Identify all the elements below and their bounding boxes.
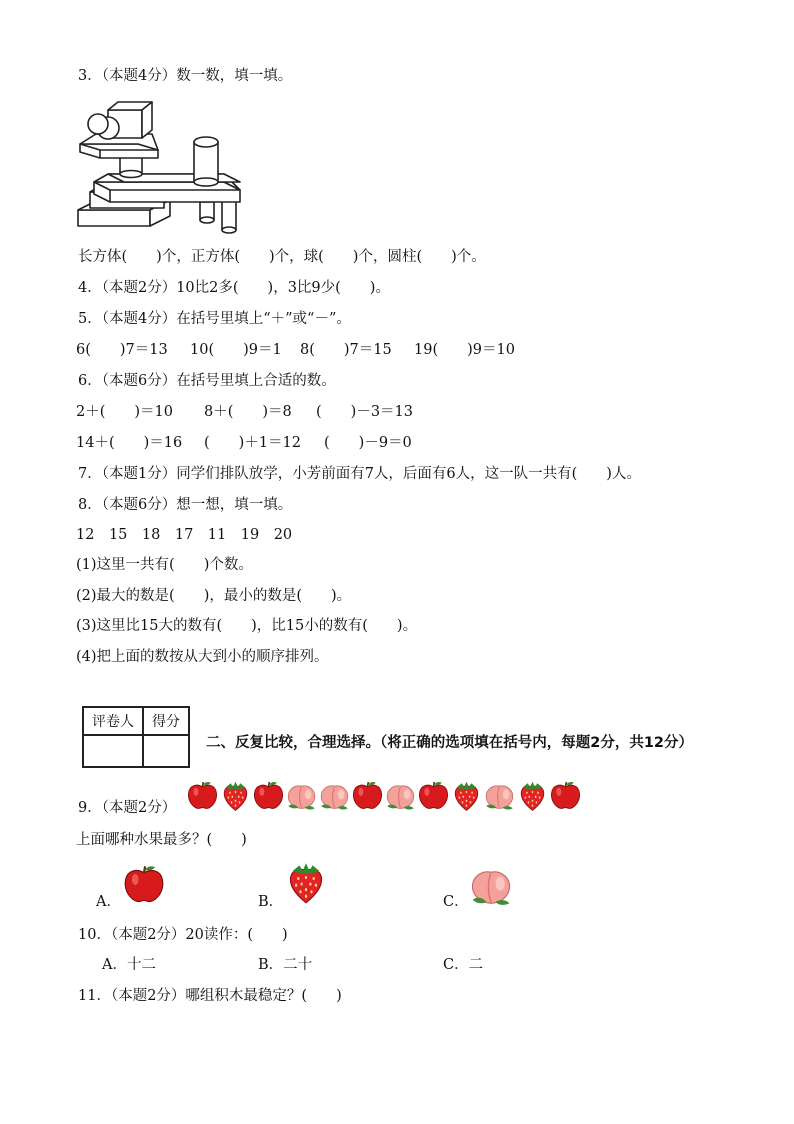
apple-icon [549, 780, 582, 812]
q5-item: 19( )9＝10 [414, 342, 515, 358]
q8-sub3: (3)这里比15大的数有( )，比15小的数有( )。 [76, 618, 418, 634]
q9-title: 9．（本题2分） [78, 800, 177, 816]
q7-title: 7．（本题1分）同学们排队放学，小芳前面有7人，后面有6人，这一队一共有( )人。 [78, 466, 641, 482]
q5-item: 10( )9＝1 [190, 342, 282, 358]
q5-title: 5．（本题4分）在括号里填上“＋”或“－”。 [78, 311, 351, 327]
strawberry-icon [450, 780, 483, 812]
q10-option-b[interactable]: B．二十 [258, 957, 313, 973]
fruit-row [186, 779, 582, 813]
q6-item: 8＋( )＝8 [204, 404, 292, 420]
q8-sub1: (1)这里一共有( )个数。 [76, 557, 253, 573]
q6-item: 2＋( )＝10 [76, 404, 173, 420]
apple-icon [252, 780, 285, 812]
peach-icon [285, 780, 318, 812]
q9-option-b-label[interactable]: B． [258, 894, 284, 910]
peach-icon [318, 780, 351, 812]
q8-sub2: (2)最大的数是( )，最小的数是( )。 [76, 588, 352, 604]
q4-title: 4．（本题2分）10比2多( )，3比9少( )。 [78, 280, 390, 296]
peach-icon [483, 780, 516, 812]
q5-item: 6( )7＝13 [76, 342, 168, 358]
strawberry-icon [516, 780, 549, 812]
apple-icon [417, 780, 450, 812]
q9-option-c-label[interactable]: C． [443, 894, 469, 910]
q9-option-a-label[interactable]: A． [96, 894, 121, 910]
strawberry-icon[interactable] [284, 858, 328, 908]
reviewer-label: 评卷人 [83, 707, 143, 735]
apple-icon[interactable] [122, 864, 166, 906]
q11-title: 11．（本题2分）哪组积木最稳定？( ) [78, 988, 342, 1004]
q10-option-a[interactable]: A．十二 [102, 957, 156, 973]
peach-icon [384, 780, 417, 812]
q5-item: 8( )7＝15 [300, 342, 392, 358]
reviewer-cell[interactable] [83, 735, 143, 767]
strawberry-icon [219, 780, 252, 812]
q8-title: 8．（本题6分）想一想，填一填。 [78, 497, 293, 513]
apple-icon [351, 780, 384, 812]
q9-question: 上面哪种水果最多？( ) [76, 832, 247, 848]
q6-item: 14＋( )＝16 [76, 435, 183, 451]
score-label: 得分 [143, 707, 189, 735]
q6-item: ( )－9＝0 [324, 435, 412, 451]
q3-answer-line: 长方体( )个，正方体( )个，球( )个，圆柱( )个。 [78, 249, 486, 265]
score-box [82, 706, 190, 768]
q3-title: 3．（本题4分）数一数，填一填。 [78, 68, 293, 84]
building-blocks-figure [74, 98, 244, 233]
q8-sub4: (4)把上面的数按从大到小的顺序排列。 [76, 649, 329, 665]
q6-item: ( )－3＝13 [316, 404, 413, 420]
q10-option-c[interactable]: C．二 [443, 957, 484, 973]
q6-item: ( )＋1＝12 [204, 435, 301, 451]
score-cell[interactable] [143, 735, 189, 767]
q8-numbers: 12 15 18 17 11 19 20 [76, 527, 293, 543]
section2-title: 二、反复比较，合理选择。（将正确的选项填在括号内，每题2分，共12分） [206, 735, 694, 751]
apple-icon [186, 780, 219, 812]
peach-icon[interactable] [468, 864, 514, 908]
q10-title: 10．（本题2分）20读作：( ) [78, 927, 288, 943]
q6-title: 6．（本题6分）在括号里填上合适的数。 [78, 373, 336, 389]
